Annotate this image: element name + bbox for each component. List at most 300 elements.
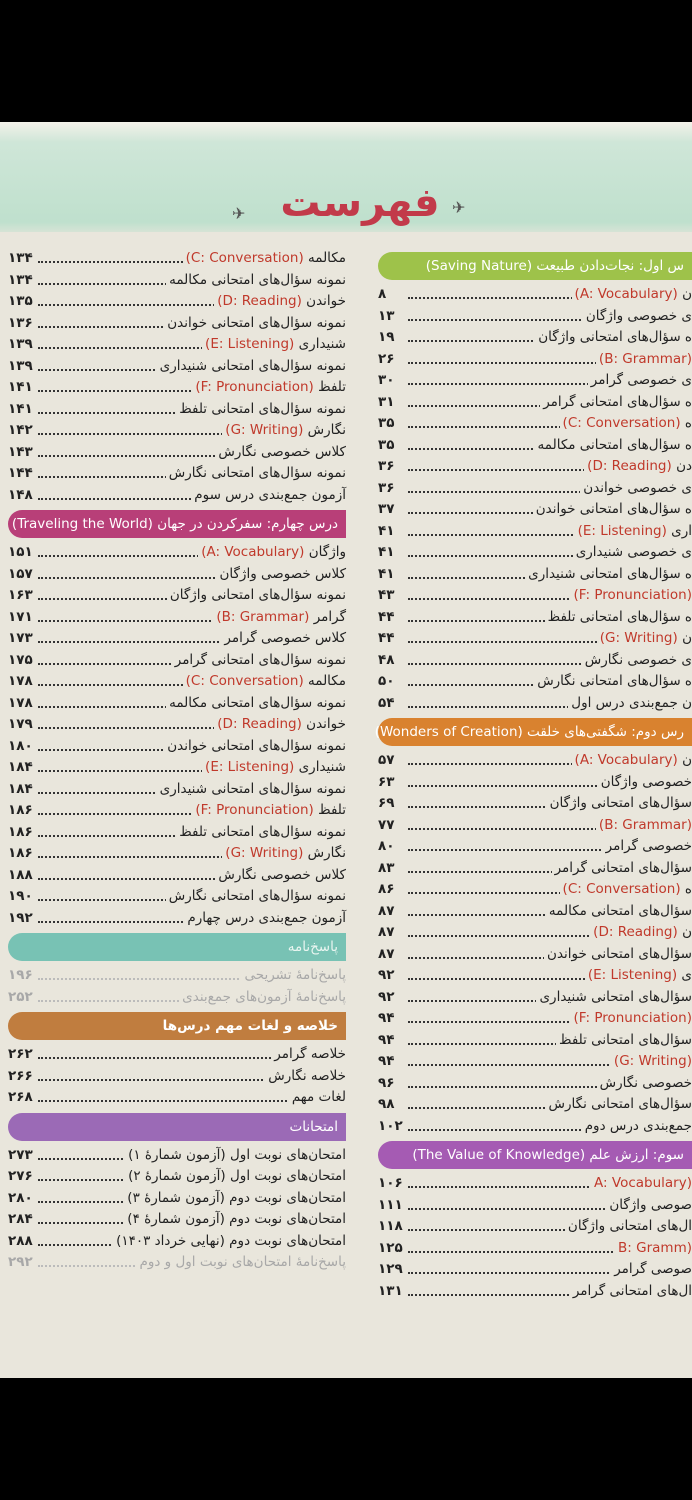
toc-entry-code: (F: Pronunciation) [195, 379, 314, 395]
toc-page-number: ۳۷ [378, 499, 408, 521]
toc-entry-text: نگارش [307, 422, 346, 438]
toc-entry [378, 693, 692, 715]
toc-page-number: ۹۴ [378, 1008, 408, 1030]
toc-entry [8, 843, 346, 865]
toc-entry-text: نمونه سؤال‌های امتحانی نگارش [168, 888, 346, 904]
toc-entry-text: سؤال‌های امتحانی مکالمه [548, 902, 692, 919]
toc-entry [8, 736, 346, 758]
toc-entry [378, 628, 692, 650]
toc-entry-label [214, 714, 346, 736]
toc-entry-text: خصوصی گرامر [605, 838, 692, 854]
toc-entry-text: ی خصوصی خواندن [583, 479, 692, 496]
toc-entry-label [241, 965, 346, 987]
toc-entry-text: نگارش [307, 845, 346, 861]
toc-page-number: ۲۸۸ [8, 1231, 38, 1253]
toc-page-number: ۳۵ [378, 435, 408, 457]
toc-entry-code: (G: Writing) [613, 1053, 692, 1069]
toc-entry-text: سؤال‌های امتحانی نگارش [548, 1096, 692, 1112]
toc-page-number: ۱۷۸ [8, 671, 38, 693]
toc-entry [378, 456, 692, 478]
toc-entry [8, 1231, 346, 1253]
toc-entry [378, 306, 692, 328]
toc-entry-text: کلاس خصوصی نگارش [218, 443, 346, 460]
page-title: فهرست [280, 180, 440, 226]
toc-page-number: ۹۶ [378, 1073, 408, 1095]
toc-entry [378, 1008, 692, 1030]
toc-page-number: ۳۱ [378, 392, 408, 414]
toc-entry-label [547, 793, 692, 815]
toc-entry-text: ی خصوصی گرامر [590, 372, 692, 388]
lesson-4-header: درس چهارم: سفرکردن در جهان (Traveling the World) [8, 510, 346, 538]
toc-entry-label [573, 542, 692, 564]
toc-entry-label [202, 757, 346, 779]
toc-page-number: ۸۰ [378, 836, 408, 858]
toc-entry [378, 392, 692, 414]
toc-page-number: ۲۷۳ [8, 1145, 38, 1167]
toc-entry [378, 499, 692, 521]
toc-entry-text: سؤال‌های امتحانی واژگان [549, 795, 692, 811]
toc-entry [8, 1166, 346, 1188]
toc-entry-code: (G: Writing) [599, 630, 678, 646]
toc-entry [378, 607, 692, 629]
toc-entry-label [596, 349, 692, 371]
toc-entry-label [535, 327, 692, 349]
toc-entry [8, 714, 346, 736]
toc-page-number: ۲۵۲ [8, 987, 38, 1009]
toc-page-number: ۸۷ [378, 901, 408, 923]
toc-page-number: ۱۴۱ [8, 377, 38, 399]
toc-page-number: ۴۱ [378, 542, 408, 564]
toc-entry [378, 521, 692, 543]
toc-page-number: ۱۸۴ [8, 757, 38, 779]
toc-entry [8, 779, 346, 801]
toc-page-number: ۴۴ [378, 607, 408, 629]
toc-page-number: ۵۰ [378, 671, 408, 693]
toc-page-number: ۳۰ [378, 370, 408, 392]
toc-entry-label [546, 1094, 692, 1116]
lesson-header: رس دوم: شگفتی‌های خلقت (Wonders of Creation) [378, 718, 692, 746]
toc-page-number: ۱۰۶ [378, 1173, 408, 1195]
toc-entry-label [183, 671, 346, 693]
toc-page-number: ۳۵ [378, 413, 408, 435]
toc-entry-text: مکالمه [308, 673, 346, 689]
toc-page-number: ۱۴۳ [8, 442, 38, 464]
toc-entry-code: (F: Pronunciation) [195, 802, 314, 818]
toc-entry-label [582, 650, 692, 672]
toc-entry-text: نمونه سؤال‌های امتحانی شنیداری [159, 780, 346, 797]
toc-entry [8, 356, 346, 378]
toc-entry-text: ن [682, 630, 692, 646]
toc-entry-text: سؤال‌های امتحانی شنیداری [539, 988, 692, 1005]
toc-entry-text: تلفظ [318, 802, 346, 818]
toc-entry [378, 564, 692, 586]
toc-page-number: ۱۵۷ [8, 564, 38, 586]
toc-entry-code: (C: Conversation) [185, 250, 304, 266]
toc-page-number: ۸۳ [378, 858, 408, 880]
toc-entry [8, 463, 346, 485]
toc-entry-label [611, 1259, 692, 1281]
toc-page-number: ۲۶۲ [8, 1044, 38, 1066]
toc-entry-text: ه سؤال‌های امتحانی مکالمه [537, 436, 692, 453]
toc-entry-code: (B: Gramm [618, 1239, 692, 1256]
toc-page-number: ۱۴۱ [8, 399, 38, 421]
toc-entry-label [184, 908, 346, 930]
toc-page-number: ۱۸۰ [8, 736, 38, 758]
toc-entry-label [222, 843, 346, 865]
toc-entry-label [164, 736, 346, 758]
toc-entry [378, 901, 692, 923]
toc-entry-label [585, 965, 692, 987]
toc-entry [8, 1188, 346, 1210]
toc-entry [378, 772, 692, 794]
toc-entry [8, 693, 346, 715]
toc-entry-text: کلاس خصوصی واژگان [219, 565, 346, 582]
toc-entry-code: (A: Vocabulary [594, 1175, 692, 1191]
toc-page-number: ۵۴ [378, 693, 408, 715]
toc-page-number: ۲۶۶ [8, 1066, 38, 1088]
toc-page-number: ۵۷ [378, 750, 408, 772]
toc-entry [8, 564, 346, 586]
toc-entry-label [164, 313, 346, 335]
toc-page-number: ۱۴۲ [8, 420, 38, 442]
toc-entry-label [570, 585, 692, 607]
toc-entry [8, 886, 346, 908]
lesson-header: س اول: نجات‌دادن طبیعت (Saving Nature) [378, 252, 692, 280]
toc-entry [8, 485, 346, 507]
toc-entry-text: ی خصوصی نگارش [584, 651, 692, 668]
toc-page-number: ۱۸۶ [8, 822, 38, 844]
toc-entry [378, 413, 692, 435]
toc-entry [8, 757, 346, 779]
toc-entry-label [183, 248, 346, 270]
toc-page-number: ۶۳ [378, 772, 408, 794]
toc-page-number: ۱۱۸ [378, 1216, 408, 1238]
toc-page-number: ۱۴۸ [8, 485, 38, 507]
toc-page-number: ۸۷ [378, 944, 408, 966]
toc-page-number: ۹۸ [378, 1094, 408, 1116]
toc-entry-code: (C: Conversation) [185, 673, 304, 689]
toc-entry-label [582, 1116, 692, 1138]
toc-entry [378, 1195, 692, 1217]
toc-entry [8, 671, 346, 693]
toc-entry-label [583, 306, 692, 328]
toc-entry-text: ن [682, 924, 692, 940]
toc-entry-text: جمع‌بندی درس دوم [584, 1117, 692, 1134]
toc-entry-code: (E: Listening) [587, 967, 678, 983]
toc-page-number: ۱۳ [378, 306, 408, 328]
toc-entry-label [166, 270, 346, 292]
toc-entry-text: امتحان‌های نوبت دوم (آزمون شمارهٔ ۳) [127, 1189, 346, 1206]
toc-entry-code: (A: Vocabulary) [574, 286, 678, 302]
toc-entry [378, 284, 692, 306]
toc-entry-text: نمونه سؤال‌های امتحانی خواندن [167, 314, 346, 331]
toc-entry-label [192, 800, 346, 822]
toc-entry [8, 291, 346, 313]
toc-entry-text: خواندن [306, 293, 346, 309]
toc-entry-text: دن [676, 458, 692, 474]
toc-page-number: ۲۸۴ [8, 1209, 38, 1231]
toc-page-number: ۹۴ [378, 1030, 408, 1052]
toc-entry [8, 585, 346, 607]
toc-page-number: ۴۱ [378, 521, 408, 543]
toc-page-number: ۸۶ [378, 879, 408, 901]
toc-entry-text: نمونه سؤال‌های امتحانی تلفظ [179, 400, 346, 417]
toc-page-number: ۱۳۱ [378, 1281, 408, 1303]
toc-entry [378, 435, 692, 457]
toc-entry [8, 420, 346, 442]
toc-entry-code: (G: Writing) [225, 422, 304, 438]
toc-entry [378, 1216, 692, 1238]
toc-entry-code: (E: Listening) [577, 522, 667, 539]
toc-entry-text: شنیداری [298, 759, 346, 775]
toc-entry-text: گرامر [313, 608, 346, 625]
lesson-header: سوم: ارزش علم (The Value of Knowledge) [378, 1141, 692, 1169]
toc-entry-label [179, 987, 346, 1009]
toc-entry-text: ه سؤال‌های امتحانی تلفظ [547, 608, 692, 625]
toc-entry [378, 858, 692, 880]
toc-entry [8, 399, 346, 421]
toc-entry-label [265, 1066, 346, 1088]
toc-entry-label [124, 1209, 346, 1231]
toc-entry-text: خلاصه گرامر [274, 1046, 346, 1062]
toc-entry-text: نمونه سؤال‌های امتحانی تلفظ [179, 823, 346, 840]
toc-entry [378, 327, 692, 349]
toc-page-number: ۴۸ [378, 650, 408, 672]
toc-entry-text: امتحان‌های نوبت اول (آزمون شمارهٔ ۱) [128, 1146, 346, 1163]
toc-entry-code: (B: Grammar) [598, 350, 692, 367]
toc-page-number: ۱۶۳ [8, 585, 38, 607]
toc-entry-text: امتحان‌های نوبت اول (آزمون شمارهٔ ۲) [128, 1168, 346, 1184]
toc-entry-label [560, 879, 692, 901]
toc-entry [8, 607, 346, 629]
toc-entry-text: کلاس خصوصی نگارش [218, 866, 346, 883]
toc-entry-label [597, 628, 692, 650]
toc-entry [378, 944, 692, 966]
toc-entry [8, 377, 346, 399]
toc-entry-text: آزمون جمع‌بندی درس سوم [194, 486, 346, 503]
toc-entry-code: (F: Pronunciation) [573, 587, 692, 603]
toc-entry [378, 585, 692, 607]
toc-entry-label [603, 836, 692, 858]
toc-entry-text: خصوصی واژگان [600, 773, 692, 790]
toc-entry-code: (E: Listening) [205, 336, 295, 352]
toc-entry-label [213, 607, 346, 629]
paper-plane-right-icon: ✈ [452, 198, 466, 217]
toc-entry-text: صوصی گرامر [614, 1261, 692, 1277]
toc-entry [8, 800, 346, 822]
toc-entry-text: ه [684, 415, 692, 431]
toc-entry [378, 987, 692, 1009]
toc-page-number: ۴۴ [378, 628, 408, 650]
toc-entry-label [598, 772, 692, 794]
toc-entry-label [202, 334, 346, 356]
toc-page-number: ۸۷ [378, 922, 408, 944]
toc-page-number: ۹۲ [378, 965, 408, 987]
toc-entry-text: امتحان‌های نوبت دوم (نهایی خرداد ۱۴۰۳) [116, 1232, 346, 1249]
toc-entry-label [198, 542, 346, 564]
toc-entry [8, 1044, 346, 1066]
toc-page-number: ۲۶۸ [8, 1087, 38, 1109]
toc-page-number: ۱۷۸ [8, 693, 38, 715]
toc-left-column [8, 248, 346, 1274]
toc-entry-label [570, 1008, 692, 1030]
toc-entry-label [597, 1073, 692, 1095]
toc-entry [378, 1238, 692, 1260]
toc-page-number: ۳۶ [378, 478, 408, 500]
toc-entry-label [596, 815, 692, 837]
toc-entry-text: ه سؤال‌های امتحانی نگارش [537, 673, 692, 689]
toc-page-number: ۸ [378, 284, 408, 306]
toc-entry [8, 270, 346, 292]
toc-page-number: ۱۲۹ [378, 1259, 408, 1281]
toc-entry-text: ی خصوصی واژگان [585, 307, 692, 324]
toc-entry [8, 908, 346, 930]
toc-entry-code: (A: Vocabulary) [201, 544, 305, 560]
toc-entry [8, 1066, 346, 1088]
toc-page-number: ۱۹۶ [8, 965, 38, 987]
toc-entry-text: ه [684, 881, 692, 897]
toc-entry-label [552, 858, 692, 880]
toc-entry-label [124, 1188, 346, 1210]
toc-entry-code: (C: Conversation) [562, 881, 681, 897]
toc-entry-code: (F: Pronunciation) [573, 1010, 692, 1026]
toc-entry-text: تلفظ [318, 379, 346, 395]
toc-entry [378, 542, 692, 564]
toc-entry-text: خصوصی نگارش [599, 1074, 692, 1091]
toc-entry-text: آزمون جمع‌بندی درس چهارم [187, 909, 346, 926]
toc-entry [378, 349, 692, 371]
toc-entry [8, 865, 346, 887]
toc-entry-code: (C: Conversation) [562, 415, 681, 431]
toc-entry-label [125, 1145, 346, 1167]
toc-page-number: ۱۷۵ [8, 650, 38, 672]
toc-entry [8, 965, 346, 987]
toc-entry-code: (B: Grammar) [598, 816, 692, 833]
toc-page-number: ۱۱۱ [378, 1195, 408, 1217]
toc-page-number: ۱۸۴ [8, 779, 38, 801]
toc-page-number: ۲۹۲ [8, 1252, 38, 1274]
toc-entry [8, 1252, 346, 1274]
toc-entry-label [536, 987, 692, 1009]
toc-entry-text: ی [681, 967, 692, 983]
toc-page-number: ۹۲ [378, 987, 408, 1009]
toc-entry-text: ی خصوصی شنیداری [575, 544, 692, 560]
toc-entry-label [545, 607, 692, 629]
toc-entry-label [544, 944, 692, 966]
toc-entry [8, 313, 346, 335]
toc-entry-label [568, 693, 692, 715]
toc-entry [378, 836, 692, 858]
toc-entry-text: نمونه سؤال‌های امتحانی گرامر [174, 651, 346, 668]
exams-header: امتحانات [8, 1113, 346, 1141]
toc-entry-label [611, 1051, 692, 1073]
toc-entry-text: ه سؤال‌های امتحانی شنیداری [528, 565, 692, 582]
toc-entry-text: ه سؤال‌های امتحانی خواندن [535, 501, 692, 517]
toc-entry-text: پاسخ‌نامهٔ امتحان‌های نوبت اول و دوم [139, 1254, 346, 1270]
toc-page-number: ۱۳۵ [8, 291, 38, 313]
toc-entry [378, 879, 692, 901]
toc-entry-text: اری [671, 522, 692, 539]
toc-entry-label [535, 435, 692, 457]
toc-page-number: ۴۳ [378, 585, 408, 607]
toc-entry-label [570, 1281, 692, 1303]
toc-page-number: ۳۶ [378, 456, 408, 478]
toc-entry [378, 1116, 692, 1138]
toc-entry-label [525, 564, 692, 586]
book-page [0, 122, 692, 1378]
toc-entry-label [584, 456, 692, 478]
toc-entry [378, 671, 692, 693]
toc-entry [8, 650, 346, 672]
toc-entry [378, 1073, 692, 1095]
toc-page-number: ۱۳۹ [8, 334, 38, 356]
toc-page-number: ۱۹ [378, 327, 408, 349]
toc-entry-label [575, 521, 692, 543]
toc-entry [8, 628, 346, 650]
toc-page-number: ۱۸۶ [8, 800, 38, 822]
toc-entry-label [540, 392, 692, 414]
toc-entry-label [157, 356, 346, 378]
toc-entry-text: ال‌های امتحانی واژگان [567, 1218, 692, 1234]
toc-entry-code: (D: Reading) [217, 293, 302, 309]
toc-entry-code: (D: Reading) [593, 924, 678, 940]
toc-entry-label [615, 1238, 692, 1260]
toc-entry-text: ال‌های امتحانی گرامر [572, 1282, 692, 1299]
toc-entry-text: پاسخ‌نامهٔ تشریحی [244, 967, 346, 983]
toc-entry-text: ه سؤال‌های امتحانی واژگان [538, 329, 692, 345]
toc-entry-text: نمونه سؤال‌های امتحانی مکالمه [169, 271, 346, 288]
toc-entry-label [572, 750, 692, 772]
toc-page-number: ۱۴۴ [8, 463, 38, 485]
toc-entry [8, 822, 346, 844]
toc-entry-label [565, 1216, 692, 1238]
toc-entry [8, 1209, 346, 1231]
toc-page-number: ۴۱ [378, 564, 408, 586]
answers-header: پاسخ‌نامه [8, 933, 346, 961]
toc-entry-label [125, 1166, 346, 1188]
toc-entry [378, 1173, 692, 1195]
toc-entry-label [546, 901, 692, 923]
toc-entry [378, 1281, 692, 1303]
toc-entry [8, 334, 346, 356]
toc-entry-label [157, 779, 346, 801]
toc-entry [378, 922, 692, 944]
toc-entry-label [222, 420, 346, 442]
toc-entry-label [533, 499, 692, 521]
toc-entry-code: (E: Listening) [205, 759, 295, 775]
toc-entry-text: خلاصه نگارش [268, 1067, 346, 1084]
toc-entry-text: نمونه سؤال‌های امتحانی شنیداری [159, 357, 346, 374]
toc-page-number: ۱۳۹ [8, 356, 38, 378]
toc-page-number: ۱۷۳ [8, 628, 38, 650]
toc-entry-code: (A: Vocabulary) [574, 752, 678, 768]
toc-page-number: ۱۷۹ [8, 714, 38, 736]
toc-entry-label [136, 1252, 346, 1274]
toc-entry-text: امتحان‌های نوبت دوم (آزمون شمارهٔ ۴) [127, 1211, 346, 1227]
toc-page-number: ۱۲۵ [378, 1238, 408, 1260]
toc-entry [378, 750, 692, 772]
toc-entry-label [192, 377, 346, 399]
toc-entry-text: خواندن [306, 716, 346, 732]
toc-entry [8, 987, 346, 1009]
toc-entry-label [580, 478, 692, 500]
toc-entry-text: سؤال‌های امتحانی تلفظ [559, 1031, 692, 1048]
toc-entry-label [271, 1044, 346, 1066]
toc-entry-text: نمونه سؤال‌های امتحانی مکالمه [169, 694, 346, 711]
toc-entry-text: لغات مهم [291, 1089, 346, 1105]
toc-entry [378, 965, 692, 987]
toc-entry-text: ه سؤال‌های امتحانی گرامر [543, 393, 692, 410]
